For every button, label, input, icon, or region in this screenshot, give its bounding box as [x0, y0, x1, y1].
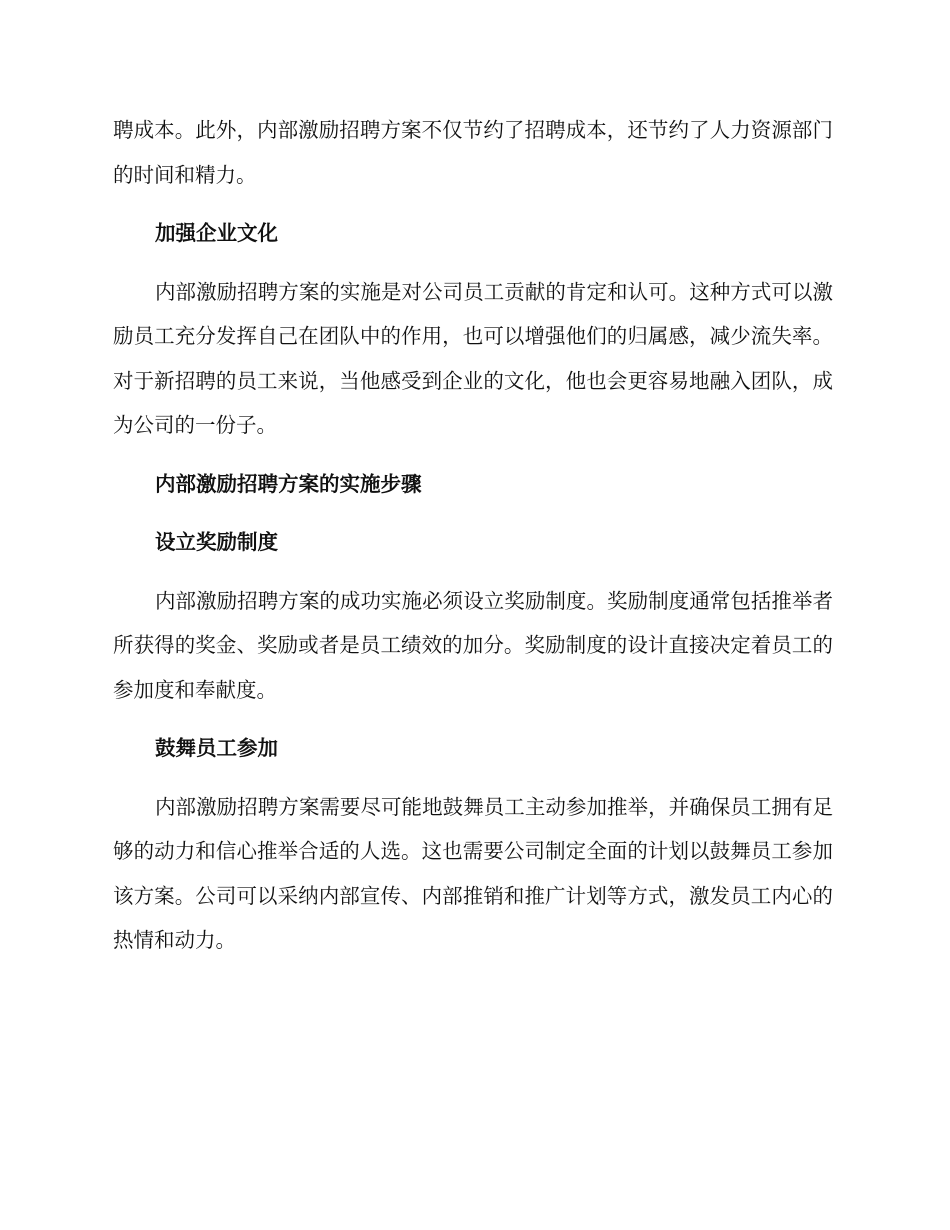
- paragraph-reward-system: 内部激励招聘方案的成功实施必须设立奖励制度。奖励制度通常包括推举者所获得的奖金、奖励或者是员工绩效的加分。奖励制度的设计直接决定着员工的参加度和奉献度。: [113, 588, 833, 702]
- heading-implementation-steps: 内部激励招聘方案的实施步骤: [155, 471, 422, 496]
- heading-reward-system: 设立奖励制度: [155, 530, 278, 554]
- document-body: [113, 108, 833, 963]
- heading-encourage-participation: 鼓舞员工参加: [155, 736, 278, 760]
- heading-strengthen-culture: 加强企业文化: [155, 221, 278, 245]
- paragraph-encourage-participation: 内部激励招聘方案需要尽可能地鼓舞员工主动参加推举，并确保员工拥有足够的动力和信心推举合适的人选。这也需要公司制定全面的计划以鼓舞员工参加该方案。公司可以采纳内部宣传、内部推销和推广计划等方式，激发员工内心的热情和动力。: [113, 794, 833, 952]
- paragraph-strengthen-culture: 内部激励招聘方案的实施是对公司员工贡献的肯定和认可。这种方式可以激励员工充分发挥自己在团队中的作用，也可以增强他们的归属感，减少流失率。对于新招聘的员工来说，当他感受到企业的文化，他也会更容易地融入团队，成为公司的一份子。: [113, 279, 833, 437]
- paragraph-cost-continuation: 聘成本。此外，内部激励招聘方案不仅节约了招聘成本，还节约了人力资源部门的时间和精力。: [113, 118, 833, 187]
